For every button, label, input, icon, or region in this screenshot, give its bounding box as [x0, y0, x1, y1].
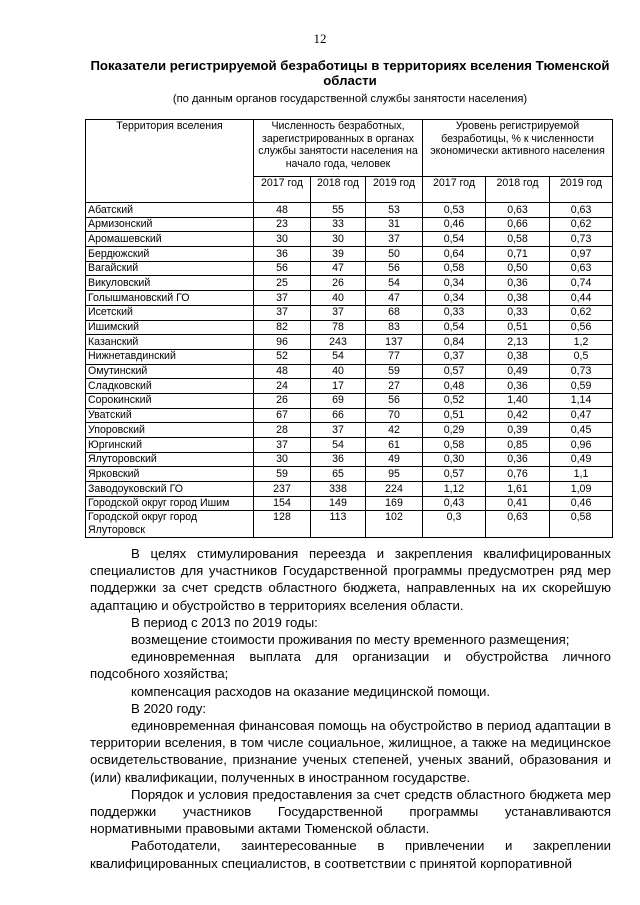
- rate-2017-cell: 0,37: [423, 349, 486, 364]
- count-2018-cell: 17: [311, 379, 366, 394]
- count-2019-cell: 27: [366, 379, 423, 394]
- count-2019-cell: 224: [366, 482, 423, 497]
- table-row: [86, 496, 613, 511]
- count-2017-cell: 28: [254, 423, 311, 438]
- rate-2017-cell: 0,34: [423, 291, 486, 306]
- body-paragraph: Порядок и условия предоставления за счет средств областного бюджета мер поддержки участников Государственной программы устанавливаются нормативными правовыми актами Тюменской области.: [90, 786, 611, 837]
- rate-2019-cell: 0,47: [550, 408, 613, 423]
- count-2018-cell: 55: [311, 203, 366, 218]
- rate-2019-cell: 0,58: [550, 511, 613, 537]
- table-row: [86, 261, 613, 276]
- count-2019-cell: 95: [366, 467, 423, 482]
- count-2017-cell: 24: [254, 379, 311, 394]
- count-2018-cell: 54: [311, 349, 366, 364]
- count-2018-cell: 37: [311, 423, 366, 438]
- count-2017-cell: 67: [254, 408, 311, 423]
- rate-2018-cell: 1,40: [486, 393, 550, 408]
- body-paragraph: В 2020 году:: [131, 700, 206, 716]
- table-body: [86, 203, 613, 538]
- count-2018-cell: 149: [311, 496, 366, 511]
- table-row: [86, 452, 613, 467]
- rate-2017-cell: 0,57: [423, 467, 486, 482]
- table-row: [86, 320, 613, 335]
- count-2018-cell: 69: [311, 393, 366, 408]
- rate-2018-cell: 0,66: [486, 217, 550, 232]
- rate-2017-cell: 0,34: [423, 276, 486, 291]
- count-2019-cell: 77: [366, 349, 423, 364]
- rate-2017-cell: 0,58: [423, 438, 486, 453]
- table-row: [86, 203, 613, 218]
- table-row: [86, 232, 613, 247]
- rate-2018-cell: 0,85: [486, 438, 550, 453]
- territory-name-cell: Заводоуковский ГО: [86, 482, 254, 497]
- rate-2017-cell: 0,29: [423, 423, 486, 438]
- count-2019-cell: 68: [366, 305, 423, 320]
- body-paragraph: возмещение стоимости проживания по месту временного размещения;: [131, 632, 570, 648]
- count-2017-cell: 154: [254, 496, 311, 511]
- count-2019-cell: 53: [366, 203, 423, 218]
- count-2018-cell: 338: [311, 482, 366, 497]
- header-count-2018: 2018 год: [311, 177, 366, 203]
- count-2018-cell: 37: [311, 305, 366, 320]
- rate-2018-cell: 0,51: [486, 320, 550, 335]
- rate-2019-cell: 0,45: [550, 423, 613, 438]
- count-2019-cell: 54: [366, 276, 423, 291]
- page-number: 12: [313, 31, 327, 46]
- header-unemployment-rate: Уровень регистрируемой безработицы, % к численности экономически активного населения: [423, 120, 613, 177]
- territory-name-cell: Городской округ город Ялуторовск: [86, 511, 254, 537]
- count-2018-cell: 39: [311, 247, 366, 262]
- rate-2019-cell: 0,49: [550, 452, 613, 467]
- unemployment-table: [85, 119, 613, 538]
- table-row: [86, 335, 613, 350]
- rate-2019-cell: 0,56: [550, 320, 613, 335]
- count-2018-cell: 243: [311, 335, 366, 350]
- count-2018-cell: 40: [311, 364, 366, 379]
- count-2017-cell: 56: [254, 261, 311, 276]
- territory-name-cell: Ялуторовский: [86, 452, 254, 467]
- rate-2019-cell: 0,46: [550, 496, 613, 511]
- rate-2018-cell: 0,71: [486, 247, 550, 262]
- count-2017-cell: 128: [254, 511, 311, 537]
- count-2019-cell: 137: [366, 335, 423, 350]
- count-2019-cell: 56: [366, 393, 423, 408]
- table-row: [86, 379, 613, 394]
- count-2017-cell: 96: [254, 335, 311, 350]
- header-rate-2017: 2017 год: [423, 177, 486, 203]
- rate-2018-cell: 0,39: [486, 423, 550, 438]
- count-2017-cell: 37: [254, 305, 311, 320]
- table-row: [86, 408, 613, 423]
- count-2019-cell: 59: [366, 364, 423, 379]
- rate-2017-cell: 1,12: [423, 482, 486, 497]
- table-title: Показатели регистрируемой безработицы в территориях вселения Тюменской области: [90, 58, 610, 88]
- rate-2019-cell: 0,74: [550, 276, 613, 291]
- rate-2017-cell: 0,48: [423, 379, 486, 394]
- count-2018-cell: 30: [311, 232, 366, 247]
- count-2018-cell: 65: [311, 467, 366, 482]
- count-2017-cell: 82: [254, 320, 311, 335]
- count-2019-cell: 56: [366, 261, 423, 276]
- territory-name-cell: Голышмановский ГО: [86, 291, 254, 306]
- table-row: [86, 423, 613, 438]
- count-2017-cell: 52: [254, 349, 311, 364]
- territory-name-cell: Викуловский: [86, 276, 254, 291]
- rate-2017-cell: 0,64: [423, 247, 486, 262]
- territory-name-cell: Упоровский: [86, 423, 254, 438]
- table-row: [86, 291, 613, 306]
- territory-name-cell: Юргинский: [86, 438, 254, 453]
- table-row: [86, 364, 613, 379]
- rate-2018-cell: 0,58: [486, 232, 550, 247]
- count-2019-cell: 37: [366, 232, 423, 247]
- territory-name-cell: Исетский: [86, 305, 254, 320]
- table-row: [86, 305, 613, 320]
- rate-2017-cell: 0,53: [423, 203, 486, 218]
- body-paragraph: компенсация расходов на оказание медицинской помощи.: [131, 683, 491, 699]
- table-row: [86, 438, 613, 453]
- territory-name-cell: Казанский: [86, 335, 254, 350]
- count-2019-cell: 50: [366, 247, 423, 262]
- territory-name-cell: Аромашевский: [86, 232, 254, 247]
- rate-2019-cell: 0,5: [550, 349, 613, 364]
- rate-2019-cell: 0,44: [550, 291, 613, 306]
- count-2019-cell: 83: [366, 320, 423, 335]
- rate-2018-cell: 0,36: [486, 452, 550, 467]
- table-row: [86, 393, 613, 408]
- count-2018-cell: 36: [311, 452, 366, 467]
- count-2019-cell: 49: [366, 452, 423, 467]
- body-paragraph: Работодатели, заинтересованные в привлечении и закреплении квалифицированных специалистов, в соответствии с принятой корпоративной: [90, 838, 611, 871]
- rate-2017-cell: 0,46: [423, 217, 486, 232]
- territory-name-cell: Ярковский: [86, 467, 254, 482]
- rate-2019-cell: 0,62: [550, 305, 613, 320]
- territory-name-cell: Абатский: [86, 203, 254, 218]
- count-2019-cell: 31: [366, 217, 423, 232]
- rate-2019-cell: 0,97: [550, 247, 613, 262]
- territory-name-cell: Сорокинский: [86, 393, 254, 408]
- territory-name-cell: Уватский: [86, 408, 254, 423]
- rate-2018-cell: 0,63: [486, 203, 550, 218]
- rate-2018-cell: 0,33: [486, 305, 550, 320]
- rate-2018-cell: 0,42: [486, 408, 550, 423]
- count-2019-cell: 42: [366, 423, 423, 438]
- table-row: [86, 467, 613, 482]
- table-row: [86, 276, 613, 291]
- count-2018-cell: 26: [311, 276, 366, 291]
- territory-name-cell: Армизонский: [86, 217, 254, 232]
- body-paragraph: В период с 2013 по 2019 годы:: [131, 614, 318, 630]
- table-row: [86, 511, 613, 537]
- count-2019-cell: 169: [366, 496, 423, 511]
- count-2018-cell: 33: [311, 217, 366, 232]
- count-2018-cell: 54: [311, 438, 366, 453]
- rate-2019-cell: 1,14: [550, 393, 613, 408]
- rate-2018-cell: 1,61: [486, 482, 550, 497]
- count-2018-cell: 40: [311, 291, 366, 306]
- header-rate-2018: 2018 год: [486, 177, 550, 203]
- rate-2019-cell: 0,63: [550, 203, 613, 218]
- count-2017-cell: 36: [254, 247, 311, 262]
- body-paragraph: единовременная выплата для организации и обустройства личного подсобного хозяйства;: [90, 649, 611, 682]
- count-2017-cell: 48: [254, 203, 311, 218]
- rate-2017-cell: 0,51: [423, 408, 486, 423]
- count-2017-cell: 237: [254, 482, 311, 497]
- count-2017-cell: 30: [254, 232, 311, 247]
- rate-2019-cell: 1,2: [550, 335, 613, 350]
- rate-2018-cell: 0,63: [486, 511, 550, 537]
- rate-2018-cell: 0,49: [486, 364, 550, 379]
- rate-2018-cell: 0,36: [486, 276, 550, 291]
- rate-2019-cell: 0,73: [550, 232, 613, 247]
- header-unemployed-count: Численность безработных, зарегистрированных в органах службы занятости населения на начало года, человек: [254, 120, 423, 177]
- rate-2019-cell: 1,09: [550, 482, 613, 497]
- count-2017-cell: 37: [254, 438, 311, 453]
- rate-2018-cell: 0,38: [486, 349, 550, 364]
- rate-2019-cell: 0,62: [550, 217, 613, 232]
- header-rate-2019: 2019 год: [550, 177, 613, 203]
- territory-name-cell: Бердюжский: [86, 247, 254, 262]
- header-count-2019: 2019 год: [366, 177, 423, 203]
- rate-2019-cell: 0,63: [550, 261, 613, 276]
- count-2017-cell: 30: [254, 452, 311, 467]
- count-2017-cell: 37: [254, 291, 311, 306]
- territory-name-cell: Омутинский: [86, 364, 254, 379]
- count-2018-cell: 113: [311, 511, 366, 537]
- table-row: [86, 217, 613, 232]
- rate-2019-cell: 0,59: [550, 379, 613, 394]
- count-2019-cell: 47: [366, 291, 423, 306]
- rate-2019-cell: 0,96: [550, 438, 613, 453]
- rate-2019-cell: 0,73: [550, 364, 613, 379]
- count-2019-cell: 70: [366, 408, 423, 423]
- territory-name-cell: Городской округ город Ишим: [86, 496, 254, 511]
- table-row: [86, 349, 613, 364]
- territory-name-cell: Вагайский: [86, 261, 254, 276]
- body-paragraph: В целях стимулирования переезда и закрепления квалифицированных специалистов для участников Государственной программы предусмотрен ряд мер поддержки за счет средств областного бюджета, направленных на их скорейшую адаптацию и обустройство в территориях вселения области.: [90, 546, 611, 613]
- table-subtitle: (по данным органов государственной службы занятости населения): [172, 93, 528, 105]
- rate-2017-cell: 0,3: [423, 511, 486, 537]
- table-row: [86, 482, 613, 497]
- body-paragraph: единовременная финансовая помощь на обустройство в период адаптации в территории вселения, в том числе социальное, жилищное, а также на медицинское освидетельствование, признание ученых степеней, ученых званий, образования и (или) квалификации, полученных в иностранном государстве.: [90, 718, 611, 785]
- count-2017-cell: 59: [254, 467, 311, 482]
- rate-2017-cell: 0,84: [423, 335, 486, 350]
- rate-2018-cell: 0,38: [486, 291, 550, 306]
- rate-2017-cell: 0,54: [423, 320, 486, 335]
- territory-name-cell: Нижнетавдинский: [86, 349, 254, 364]
- count-2018-cell: 78: [311, 320, 366, 335]
- rate-2017-cell: 0,58: [423, 261, 486, 276]
- rate-2017-cell: 0,54: [423, 232, 486, 247]
- count-2018-cell: 47: [311, 261, 366, 276]
- header-territory: Территория вселения: [86, 120, 254, 203]
- rate-2018-cell: 0,41: [486, 496, 550, 511]
- rate-2017-cell: 0,33: [423, 305, 486, 320]
- count-2017-cell: 25: [254, 276, 311, 291]
- rate-2018-cell: 0,50: [486, 261, 550, 276]
- rate-2018-cell: 0,76: [486, 467, 550, 482]
- territory-name-cell: Ишимский: [86, 320, 254, 335]
- rate-2017-cell: 0,43: [423, 496, 486, 511]
- table-row: [86, 247, 613, 262]
- count-2019-cell: 102: [366, 511, 423, 537]
- count-2019-cell: 61: [366, 438, 423, 453]
- count-2017-cell: 26: [254, 393, 311, 408]
- rate-2017-cell: 0,57: [423, 364, 486, 379]
- body-text: [90, 545, 611, 872]
- rate-2018-cell: 0,36: [486, 379, 550, 394]
- rate-2017-cell: 0,30: [423, 452, 486, 467]
- count-2017-cell: 48: [254, 364, 311, 379]
- header-count-2017: 2017 год: [254, 177, 311, 203]
- count-2017-cell: 23: [254, 217, 311, 232]
- count-2018-cell: 66: [311, 408, 366, 423]
- territory-name-cell: Сладковский: [86, 379, 254, 394]
- rate-2019-cell: 1,1: [550, 467, 613, 482]
- rate-2017-cell: 0,52: [423, 393, 486, 408]
- rate-2018-cell: 2,13: [486, 335, 550, 350]
